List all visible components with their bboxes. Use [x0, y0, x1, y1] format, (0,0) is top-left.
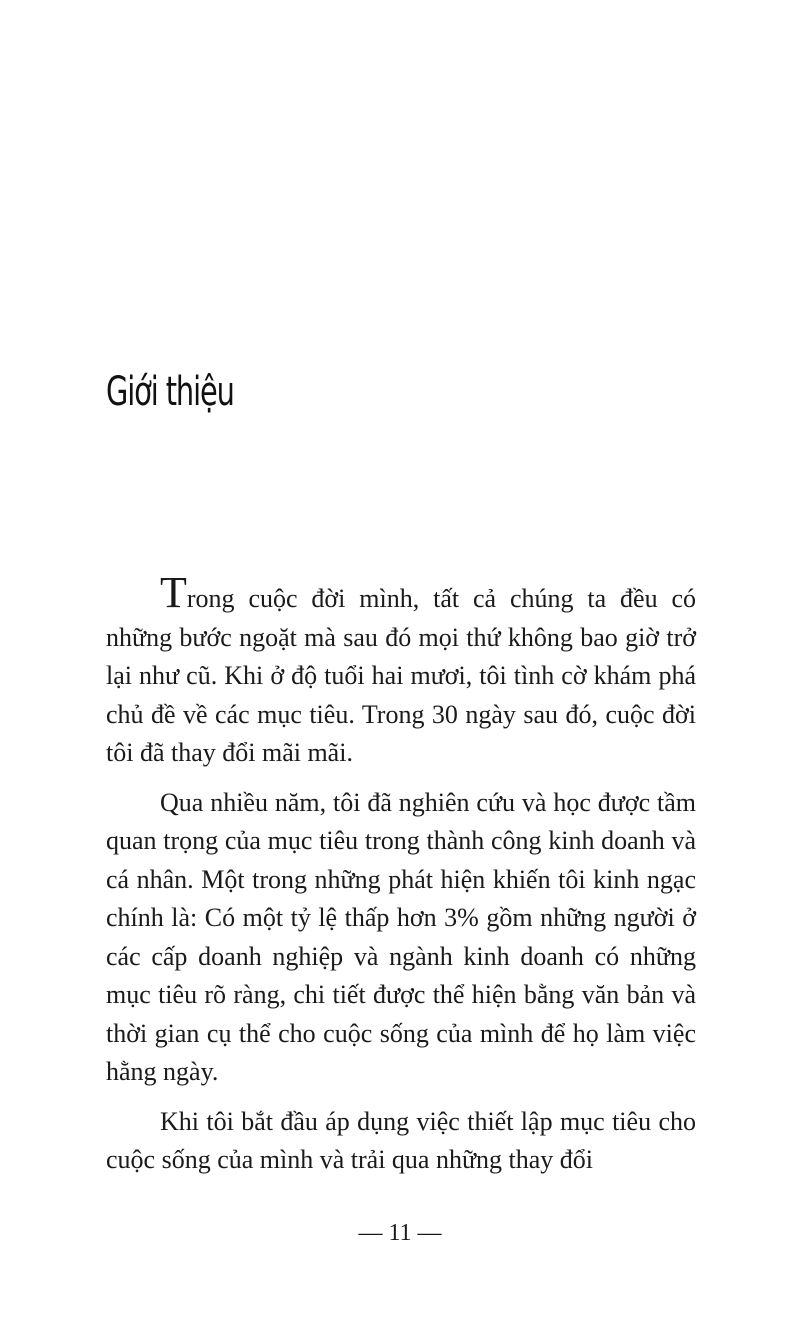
paragraph-2: Qua nhiều năm, tôi đã nghiên cứu và học được tầm quan trọng của mục tiêu trong thành công kinh doanh và cá nhân. Một trong những phát hiện khiến tôi kinh ngạc chính là: Có một tỷ lệ thấp hơn 3% gồm những người ở các cấp doanh nghiệp và ngành kinh doanh có những mục tiêu rõ ràng, chi tiết được thể hiện bằng văn bản và thời gian cụ thể cho cuộc sống của mình để họ làm việc hằng ngày.: [106, 787, 696, 1086]
chapter-title: Giới thiệu: [106, 369, 234, 415]
paragraph-1-text: rong cuộc đời mình, tất cả chúng ta đều có những bước ngoặt mà sau đó mọi thứ không bao giờ trở lại như cũ. Khi ở độ tuổi hai mươi, tôi tình cờ khám phá chủ đề về các mục tiêu. Trong 30 ngày sau đó, cuộc đời tôi đã thay đổi mãi mãi.: [106, 584, 696, 767]
body-text: [106, 568, 696, 1191]
drop-cap: T: [160, 568, 187, 617]
paragraph-3: Khi tôi bắt đầu áp dụng việc thiết lập mục tiêu cho cuộc sống của mình và trải qua những thay đổi: [106, 1106, 696, 1174]
paragraph-1: [106, 568, 696, 773]
page-number: — 11 —: [358, 1220, 442, 1246]
